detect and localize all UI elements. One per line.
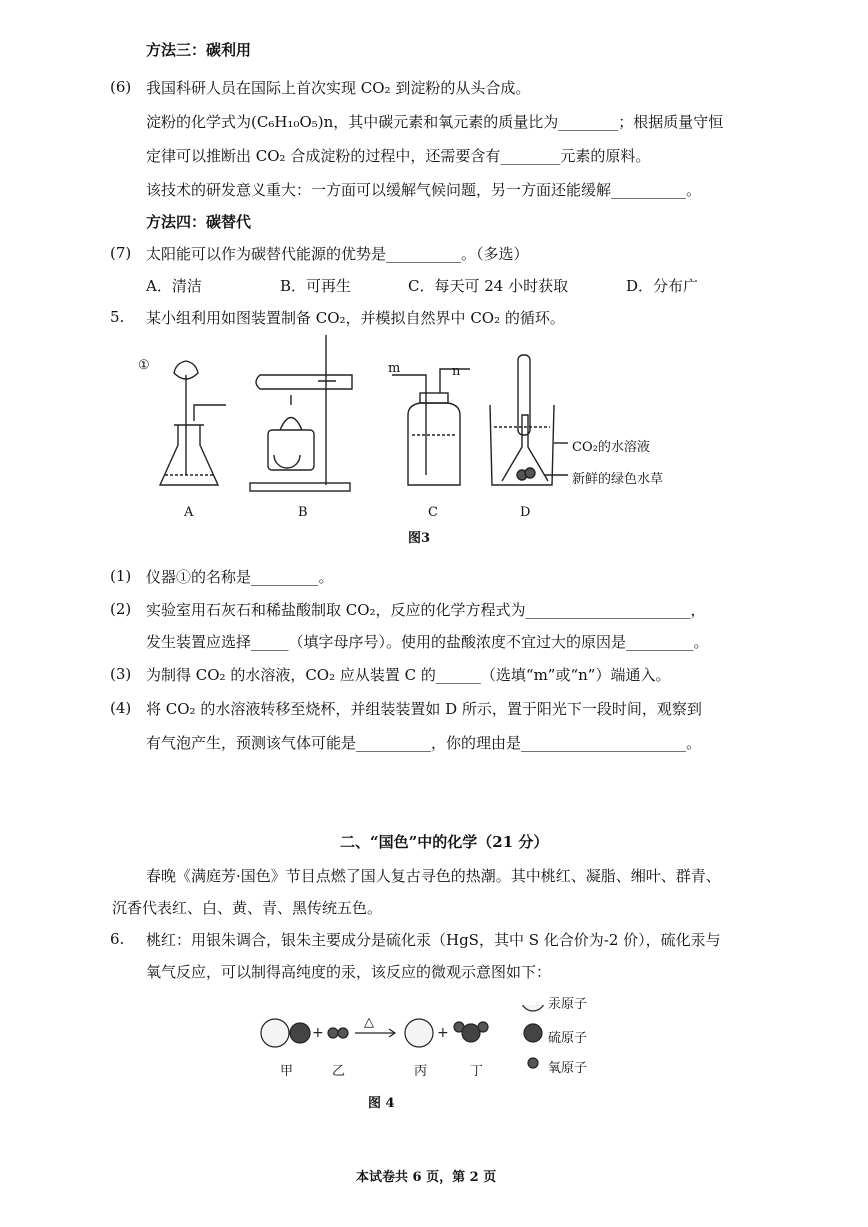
sulfur-atom-icon xyxy=(462,1024,480,1042)
q6-number: (6) xyxy=(110,78,132,96)
section2-intro-line1: 春晚《满庭芳·国色》节目点燃了国人复古寻色的热潮。其中桃红、凝脂、缃叶、群青、 xyxy=(146,867,721,885)
figure4-legend-oxygen: 氧原子 xyxy=(548,1061,588,1076)
figure4-label-jia: 甲 xyxy=(280,1064,294,1079)
figure4-label-bing: 丙 xyxy=(414,1064,428,1079)
section2-intro-line2: 沉香代表红、白、黄、青、黑传统五色。 xyxy=(112,899,383,917)
figure3-label-d: D xyxy=(520,505,531,520)
figure4-label-ding: 丁 xyxy=(470,1064,484,1079)
figure3-label-b: B xyxy=(298,505,308,520)
q6-line2: 淀粉的化学式为(C₆H₁₀O₅)n，其中碳元素和氧元素的质量比为________；根据质量守恒 xyxy=(146,113,724,131)
figure4-legend-mercury: 汞原子 xyxy=(548,997,588,1012)
q5-s3-number: (3) xyxy=(110,665,132,683)
figure4-label-yi: 乙 xyxy=(332,1064,346,1079)
figure4-condition: △ xyxy=(364,1015,374,1030)
section2-title: 二、“国色”中的化学（21 分） xyxy=(340,833,549,851)
figure3-label-a: A xyxy=(184,505,194,520)
q6b-line2: 氧气反应，可以制得高纯度的汞，该反应的微观示意图如下： xyxy=(146,963,552,981)
q7-number: (7) xyxy=(110,244,132,262)
q5-s2-number: (2) xyxy=(110,600,132,618)
svg-text:+: + xyxy=(437,1025,449,1041)
q5-s3-text: 为制得 CO₂ 的水溶液，CO₂ 应从装置 C 的______（选填“m”或“n”）端通入。 xyxy=(146,666,671,684)
figure4-caption: 图 4 xyxy=(368,1096,395,1111)
q5-s4-number: (4) xyxy=(110,699,132,717)
figure3-marker-1: ① xyxy=(138,358,150,373)
q7-option-b: B．可再生 xyxy=(280,277,352,295)
figure3-caption: 图3 xyxy=(408,531,431,546)
legend-mercury-icon xyxy=(521,1005,545,1011)
apparatus-a xyxy=(160,361,226,485)
oxygen-atom-icon xyxy=(338,1028,348,1038)
figure4-legend-sulfur: 硫原子 xyxy=(548,1031,588,1046)
method3-heading: 方法三：碳利用 xyxy=(146,41,252,59)
legend-sulfur-icon xyxy=(524,1024,542,1042)
q5-s2-line1: 实验室用石灰石和稀盐酸制取 CO₂，反应的化学方程式为______________________， xyxy=(146,601,706,619)
q6-line4: 该技术的研发意义重大：一方面可以缓解气候问题，另一方面还能缓解__________。 xyxy=(146,181,702,199)
mercury-atom-icon xyxy=(405,1019,433,1047)
q5-s4-line1: 将 CO₂ 的水溶液转移至烧杯，并组装装置如 D 所示，置于阳光下一段时间，观察到 xyxy=(146,700,702,718)
q7-option-d: D．分布广 xyxy=(626,277,699,295)
q7-option-c: C．每天可 24 小时获取 xyxy=(408,277,569,295)
q5-text: 某小组利用如图装置制备 CO₂，并模拟自然界中 CO₂ 的循环。 xyxy=(146,309,565,327)
figure3-solution-label: CO₂的水溶液 xyxy=(572,440,650,455)
apparatus-b xyxy=(250,335,352,491)
oxygen-atom-icon xyxy=(478,1022,488,1032)
q5-s1-number: (1) xyxy=(110,567,132,585)
method4-heading: 方法四：碳替代 xyxy=(146,213,252,231)
svg-text:+: + xyxy=(312,1025,324,1041)
q5-number: 5. xyxy=(110,308,125,326)
q5-s4-line2: 有气泡产生，预测该气体可能是__________，你的理由是______________________。 xyxy=(146,734,702,752)
legend-oxygen-icon xyxy=(528,1058,538,1068)
q7-option-a: A．清洁 xyxy=(146,277,202,295)
figure3-label-c: C xyxy=(428,505,438,520)
page-footer: 本试卷共 6 页，第 2 页 xyxy=(356,1170,497,1185)
q6-line3: 定律可以推断出 CO₂ 合成淀粉的过程中，还需要含有________元素的原料。 xyxy=(146,147,651,165)
mercury-atom-icon xyxy=(261,1019,289,1047)
q6b-number: 6. xyxy=(110,930,125,948)
q6b-line1: 桃红：用银朱调合，银朱主要成分是硫化汞（HgS，其中 S 化合价为-2 价），硫化汞与 xyxy=(146,931,721,949)
apparatus-d xyxy=(490,355,568,485)
q7-text: 太阳能可以作为碳替代能源的优势是__________。（多选） xyxy=(146,245,529,263)
figure3-plant-label: 新鲜的绿色水草 xyxy=(572,472,664,487)
q5-s2-line2: 发生装置应选择_____（填字母序号）。使用的盐酸浓度不宜过大的原因是_________。 xyxy=(146,633,709,651)
q6-line1: 我国科研人员在国际上首次实现 CO₂ 到淀粉的从头合成。 xyxy=(146,79,531,97)
oxygen-atom-icon xyxy=(328,1028,338,1038)
figure3-port-m: m xyxy=(388,361,401,376)
q5-s1-text: 仪器①的名称是_________。 xyxy=(146,568,334,586)
figure3-port-n: n xyxy=(452,364,461,379)
apparatus-c xyxy=(392,369,470,485)
sulfur-atom-icon xyxy=(290,1023,310,1043)
